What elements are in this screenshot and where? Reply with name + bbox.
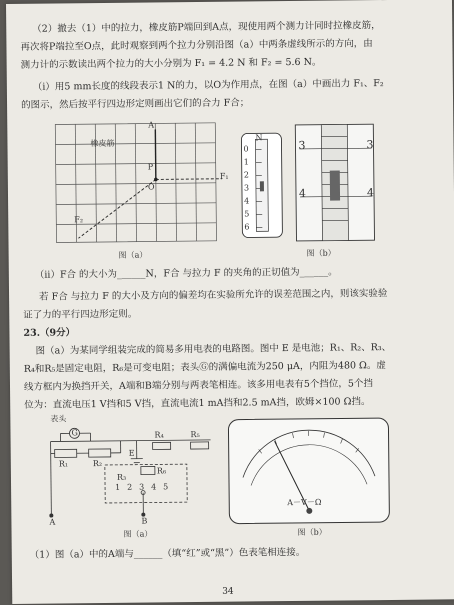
- scale-tick-2: 2: [243, 170, 249, 180]
- text-line-11: R₄和R₅是固定电阻，R₆是可变电阻；表头Ⓖ的满偏电流为250 μA，内阻为480 Ω。虚: [23, 360, 386, 375]
- question-23-heading: 23.（9分）: [23, 327, 76, 339]
- switch-pos-2: 2: [127, 482, 133, 492]
- scale-tick-6: 6: [244, 222, 250, 232]
- scale-unit: N: [255, 133, 263, 143]
- label-R4: R₄: [154, 430, 164, 440]
- switch-pos-4: 4: [151, 482, 157, 492]
- figure-grid: [47, 117, 229, 267]
- switch-pos-1: 1: [115, 482, 121, 492]
- switch-pos-5: 5: [163, 482, 169, 492]
- text-line-12: 线方框内为换挡开关，A端和B端分别与两表笔相连。该多用电表有5个挡位，5个挡: [23, 378, 373, 393]
- label-E: E: [128, 448, 135, 458]
- label-P: P: [147, 162, 154, 172]
- label-F2: F₂: [74, 215, 84, 225]
- text-line-4: （i）用5 mm长度的线段表示1 N的力，以O为作用点，在图（a）中画出力 F₁、F₂: [32, 78, 384, 93]
- label-terminal-B: B: [141, 516, 148, 526]
- page-number: 34: [222, 586, 234, 597]
- text-line-13: 位为：直流电压1 V挡和5 V挡，直流电流1 mA挡和2.5 mA挡，欧姆×100 Ω挡。: [24, 396, 371, 411]
- label-R2: R₂: [92, 459, 103, 469]
- zoom-tick-4-right: 4: [366, 186, 375, 200]
- label-F1: F₁: [219, 171, 229, 181]
- label-O: O: [147, 182, 155, 192]
- text-line-8: 证了力的平行四边形定则。: [23, 308, 138, 321]
- scale-tick-4: 4: [244, 196, 250, 206]
- scale-tick-5: 5: [244, 209, 250, 219]
- caption-fig2a: 图（a）: [123, 529, 153, 539]
- zoom-tick-3-left: 3: [298, 138, 306, 152]
- caption-fig1b: 图（b）: [306, 248, 336, 258]
- text-line-1: （2）撤去（1）中的拉力，橡皮筋P端回到A点，现使用两个测力计同时拉橡皮筋，: [32, 20, 381, 35]
- zoom-tick-3-right: 3: [366, 138, 374, 152]
- switch-pos-3: 3: [139, 482, 145, 492]
- scale-tick-3: 3: [243, 183, 250, 193]
- label-rubber: 橡皮筋: [90, 138, 115, 149]
- text-line-6: （ii）F合 的大小为______N，F合 与拉力 F 的夹角的正切值为______。: [34, 266, 338, 281]
- text-line-7: 若 F合 与拉力 F 的大小及方向的偏差均在实验所允许的误差范围之内，则该实验验: [39, 288, 388, 303]
- text-line-5: 的图示，然后按平行四边形定则画出它们的合力 F合；: [21, 97, 250, 111]
- caption-fig2b: 图（b）: [297, 527, 327, 537]
- caption-fig1a: 图（a）: [118, 250, 148, 260]
- label-terminal-A: A: [49, 517, 56, 527]
- label-header: 表头: [50, 414, 67, 424]
- text-line-10: 图（a）为某同学组装完成的简易多用电表的电路图。图中 E 是电池；R₁、R₂、R₃、: [35, 341, 392, 357]
- meter-dial-figure: [224, 414, 395, 528]
- text-line-14: （1）图（a）中的A端与______（填“红”或“黑”）色表笔相连接。: [29, 546, 306, 561]
- label-R3: R₃: [116, 472, 127, 482]
- label-R5: R₅: [190, 429, 200, 440]
- label-G: G: [71, 428, 78, 438]
- scale-tick-0: 0: [243, 144, 249, 154]
- label-R6: R₆: [156, 466, 167, 476]
- scale-tick-1: 1: [243, 157, 249, 167]
- text-line-2: 再次将P端拉至O点，此时观察到两个拉力分别沿图（a）中两条虚线所示的方向，由: [20, 38, 373, 53]
- text-line-3: 测力计的示数读出两个拉力的大小分别为 F₁ = 4.2 N 和 F₂ = 5.6 N。: [20, 56, 322, 71]
- zoom-tick-4-left: 4: [298, 186, 307, 200]
- page: [6, 0, 454, 604]
- label-R1: R₁: [58, 459, 69, 469]
- label-A: A: [148, 120, 155, 130]
- meter-label: A－V－Ω: [287, 497, 322, 508]
